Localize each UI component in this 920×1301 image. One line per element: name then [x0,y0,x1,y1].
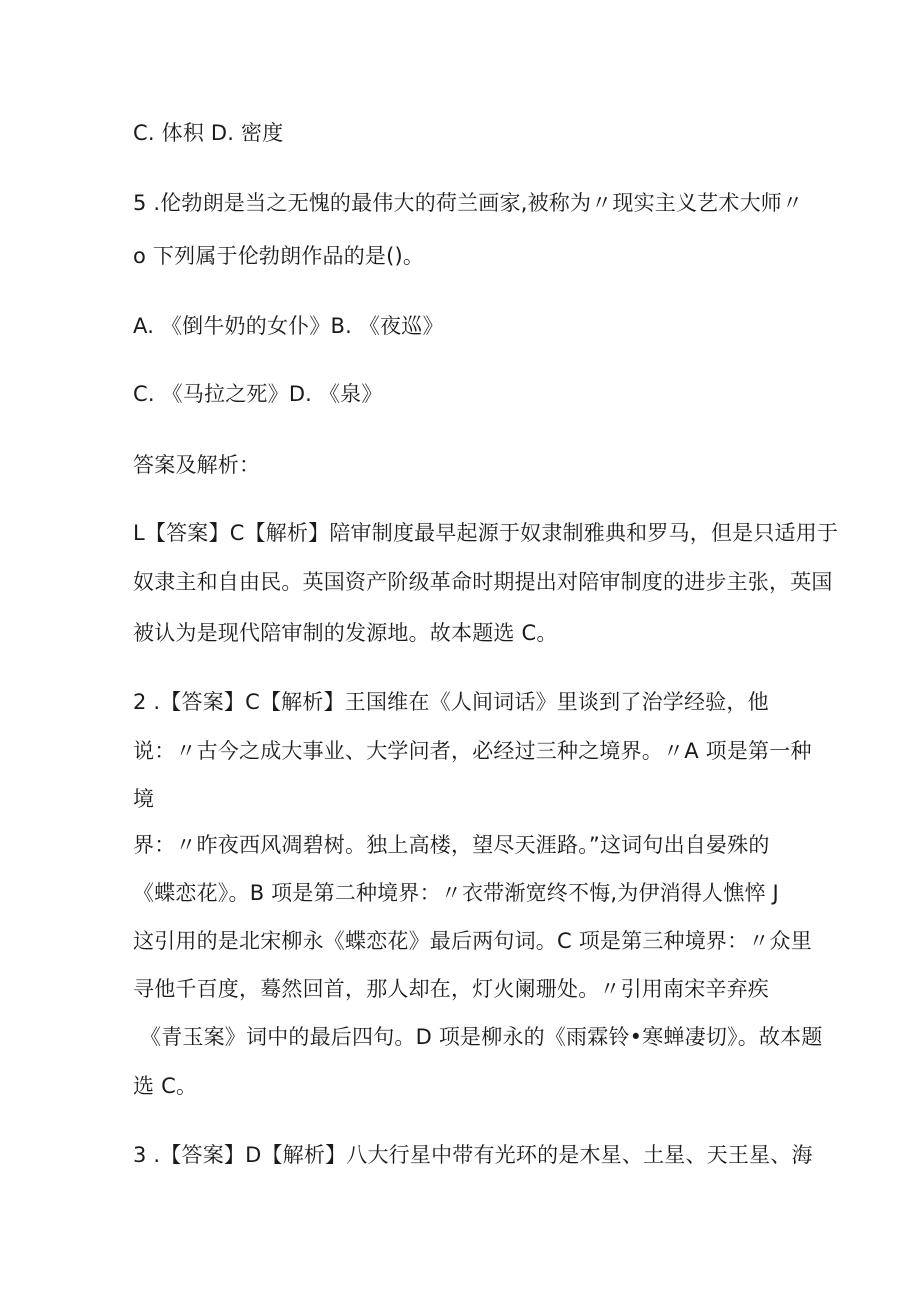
answer-2-line-6: 这引用的是北宋柳永《蝶恋花》最后两句词。C 项是第三种境界：〃众里 [133,929,812,953]
answer-2-line-8: 《青玉案》词中的最后四句。D 项是柳永的《雨霖铃•寒蝉凄切》。故本题 [140,1025,823,1049]
answer-1-line-2: 奴隶主和自由民。英国资产阶级革命时期提出对陪审制度的进步主张，英国 [133,570,833,594]
answer-2-line-7: 寻他千百度，蓦然回首，那人却在，灯火阑珊处。〃引用南宋辛弃疾 [133,977,769,1001]
question-5-options-a-b: A. 《倒牛奶的女仆》B. 《夜巡》 [133,314,444,338]
question-5-line-2: o 下列属于伦勃朗作品的是()。 [133,244,425,268]
answer-2-line-1: 2 .【答案】C【解析】王国维在《人间词话》里谈到了治学经验，他 [133,690,769,714]
answer-2-line-3: 境 [133,787,155,811]
question-5-line-1: 5 .伦勃朗是当之无愧的最伟大的荷兰画家,被称为〃现实主义艺术大师〃 [133,191,804,215]
answers-heading: 答案及解析： [133,453,261,477]
answer-2-line-4: 界：〃昨夜西风凋碧树。独上高楼，望尽天涯路。”这词句出自晏殊的 [133,833,770,857]
answer-2-line-5: 《蝶恋花》。B 项是第二种境界：〃衣带渐宽终不悔,为伊消得人憔悴 J [133,881,779,905]
answer-3-line-1: 3 .【答案】D【解析】八大行星中带有光环的是木星、土星、天王星、海 [133,1143,813,1167]
option-line-c-d: C. 体积 D. 密度 [133,121,284,145]
question-5-options-c-d: C. 《马拉之死》D. 《泉》 [133,382,383,406]
answer-1-line-3: 被认为是现代陪审制的发源地。故本题选 C。 [133,621,558,645]
answer-2-line-2: 说：〃古今之成大事业、大学问者，必经过三种之境界。〃A 项是第一种 [133,739,812,763]
answer-2-line-9: 选 C。 [133,1074,198,1098]
answer-1-line-1: L【答案】C【解析】陪审制度最早起源于奴隶制雅典和罗马，但是只适用于 [133,521,839,545]
